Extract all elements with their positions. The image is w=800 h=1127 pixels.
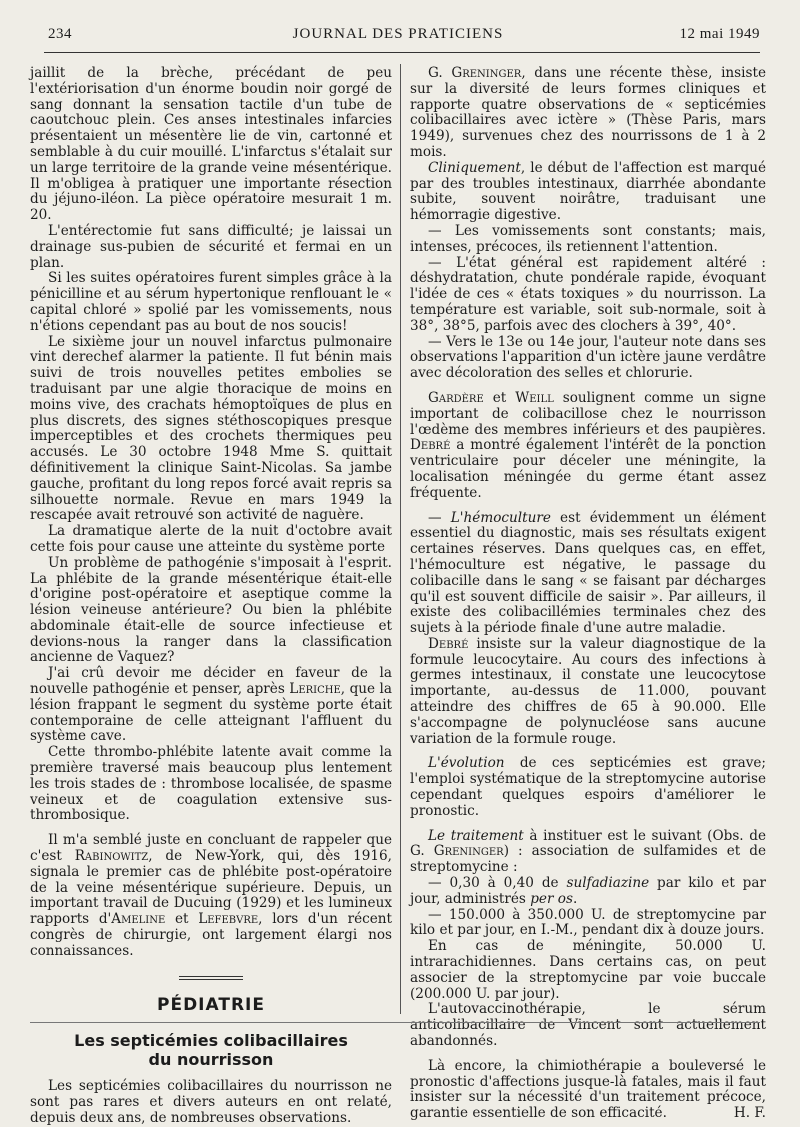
author-name: Weill: [515, 389, 554, 406]
paragraph: [410, 161, 766, 224]
text-run: .: [572, 890, 578, 907]
text-run: de ces septicémies est grave; l'emploi systématique de la streptomycine autorise cependant quelques espoirs d'améliorer le pronostic.: [410, 755, 766, 819]
paragraph: Cette thrombo-phlébite latente avait comme la première traversé mais beaucoup plus lentement les trois stades de : thrombose localisée, de spasme veineux et de coagulation extensive sus-thrombosique.: [30, 744, 392, 824]
paragraph: [410, 1059, 766, 1122]
author-name: Gardère: [428, 389, 484, 406]
author-name: G. Greninger: [410, 843, 504, 860]
right-column: [410, 66, 766, 1122]
author-name: G. Greninger: [428, 65, 522, 81]
paragraph: — 150.000 à 350.000 U. de streptomycine par kilo et par jour, en I.-M., pendant dix à douze jours.: [410, 906, 766, 939]
article-title-line: Les septicémies colibacillaires: [74, 1031, 348, 1051]
text-run: , de New-York, qui, dès 1916, signala le premier cas de phlébite post-opératoire de la veine mésentérique supérieure. Depuis, un important travail de Ducuing (1929) et les lumineux rapports d': [30, 848, 392, 928]
section-separator: [179, 976, 243, 980]
text-run: a montré également l'intérêt de la ponction ventriculaire pour déceler une méningite, la localisation méningée du germe étant assez fréquente.: [410, 437, 766, 501]
paragraph: L'autovaccinothérapie, le sérum anticolibacillaire de Vincent sont actuellement abandonnés.: [410, 1001, 766, 1050]
text-run: — 0,30 à 0,40 de: [428, 875, 567, 892]
issue-date: 12 mai 1949: [679, 26, 760, 42]
paragraph: [410, 829, 766, 876]
paragraph: [410, 756, 766, 819]
paragraph: [410, 876, 766, 908]
paragraph: [410, 637, 766, 748]
italic-label: L'hémoculture: [450, 509, 551, 526]
text-run: , que la lésion frappant le segment du système porte était contemporaine de celle atteignant l'affluent du système cave.: [30, 681, 392, 745]
italic-label: Le traitement: [428, 827, 524, 844]
paragraph: [30, 833, 392, 959]
italic-term: per os: [530, 890, 573, 907]
text-run: , dans une récente thèse, insiste sur la diversité de leurs formes cliniques et rapporte quatre observations de « septicémies colibacillaires avec ictère » (Thèse Paris, mars 1949), survenues chez des nourrissons de 1 à 2 mois.: [410, 65, 766, 160]
page-header: [36, 26, 760, 48]
paragraph: L'entérectomie fut sans difficulté; je laissai un drainage sus-pubien de sécurité et fermai en un plan.: [30, 222, 392, 271]
section-title: PÉDIATRIE: [157, 994, 265, 1015]
paragraph: Le sixième jour un nouvel infarctus pulmonaire vint derechef alarmer la patiente. Il fut bénin mais suivi de trois nouvelles petites embolies se traduisant par une algie thoracique de moins en moins vive, des crachats hémoptoïques de plus en plus discrets, des signes stéthoscopiques presque imperceptibles et des crochets thermiques peu accusés. Le 30 octobre 1948 Mme S. quittait définitivement la clinique Saint-Nicolas. Sa jambe gauche, profitant du long repos forcé avait repris sa silhouette normale. Revue en mars 1949 la rescapée avait retrouvé son activité de naguère.: [30, 333, 392, 524]
italic-label: Cliniquement: [428, 159, 521, 176]
author-name: Debré: [410, 437, 451, 454]
text-run: , lors d'un récent congrès de chirurgie, ont largement élargi nos connaissances.: [30, 911, 392, 959]
text-run: —: [428, 509, 451, 526]
journal-title: JOURNAL DES PRATICIENS: [292, 26, 504, 42]
text-run: par kilo et par jour, administrés: [410, 875, 766, 907]
text-run: et: [165, 911, 199, 928]
author-name: Lefebvre: [198, 911, 259, 928]
paragraph: Les septicémies colibacillaires du nourrisson ne sont pas rares et divers auteurs en ont relaté, depuis deux ans, de nombreuses observations.: [30, 1078, 392, 1127]
page-number: 234: [48, 26, 72, 42]
author-name: Leriche: [289, 681, 341, 698]
text-run: Là encore, la chimiothérapie a bouleversé le pronostic d'affections jusque-là fatales, mais il faut insister sur la nécessité d'un traitement précoce, garantie essentielle de son efficacité.: [410, 1057, 766, 1122]
paragraph: [30, 666, 392, 745]
column-divider: [400, 64, 401, 1014]
author-name: Debré: [428, 635, 469, 652]
text-run: , le début de l'affection est marqué par des troubles intestinaux, diarrhée abondante subite, souvent noirâtre, traduisant une hémorragie digestive.: [410, 159, 766, 224]
italic-label: L'évolution: [428, 755, 505, 772]
author-name: Ameline: [111, 911, 166, 928]
paragraph: — Les vomissements sont constants; mais, intenses, précoces, ils retiennent l'attention.: [410, 222, 766, 255]
paragraph: Si les suites opératoires furent simples grâce à la pénicilline et au sérum hypertonique renflouant le « capital chloré » spolié par les vomissements, nous n'étions cependant pas au bout de nos soucis!: [30, 270, 392, 334]
text-run: et: [483, 389, 516, 406]
text-run: ) : association de sulfamides et de streptomycine :: [410, 843, 766, 876]
text-run: soulignent comme un signe important de colibacillose chez le nourrisson l'œdème des membres inférieurs et des paupières.: [410, 389, 766, 438]
paragraph: [410, 511, 766, 637]
left-column: [30, 66, 392, 1127]
text-run: J'ai crû devoir me décider en faveur de la nouvelle pathogénie et penser, après: [30, 665, 392, 698]
text-run: insiste sur la valeur diagnostique de la formule leucocytaire. Au cours des infections à germes intestinaux, il constate une leucocytose importante, au-dessus de 11.000, pouvant atteindre des chiffres de 65 à 90.000. Elle s'accompagne de polynucléose sans aucune variation de la formule rouge.: [410, 635, 766, 747]
text-run: Il m'a semblé juste en concluant de rappeler que c'est: [30, 832, 392, 865]
paragraph: En cas de méningite, 50.000 U. intrarachidiennes. Dans certains cas, on peut associer de la streptomycine par voie buccale (200.000 U. par jour).: [410, 938, 766, 1002]
author-name: Rabinowitz: [74, 848, 149, 865]
paragraph: [410, 66, 766, 161]
article-title: [30, 1031, 392, 1069]
signature: H. F.: [733, 1105, 766, 1122]
paragraph: Un problème de pathogénie s'imposait à l'esprit. La phlébite de la grande mésentérique était-elle d'origine post-opératoire et aseptique comme la lésion veineuse antérieure? Ou bien la phlébite abdominale était-elle de source infectieuse et devions-nous la ranger dans la classification ancienne de Vaquez?: [30, 554, 392, 666]
paragraph: — L'état général est rapidement altéré : déshydratation, chute pondérale rapide, évoquant l'idée de ces « états toxiques » du nourrisson. La température est variable, soit sub-normale, soit à 38°, 38°5, parfois avec des clochers à 39°, 40°.: [410, 254, 766, 334]
header-rule: [44, 52, 760, 53]
paragraph: La dramatique alerte de la nuit d'octobre avait cette fois pour cause une atteinte du système porte: [30, 523, 392, 555]
paragraph: — Vers le 13e ou 14e jour, l'auteur note dans ses observations l'apparition d'un ictère jaune verdâtre avec décoloration des selles et chlorurie.: [410, 333, 766, 382]
article-title-line: du nourrisson: [148, 1050, 274, 1070]
paragraph: jaillit de la brèche, précédant de peu l'extériorisation d'un énorme boudin noir gorgé de sang donnant la sensation tactile d'un tube de caoutchouc plein. Ces anses intestinales infarcies présentaient un mésentère lie de vin, cartonné et semblable à du cuir mouillé. L'infarctus s'étalait sur un large territoire de la grande veine mésentérique. Il m'obligea à pratiquer une importante résection du jéjuno-iléon. La pièce opératoire mesurait 1 m. 20.: [30, 65, 392, 224]
italic-term: sulfadiazine: [566, 875, 650, 892]
paragraph: [410, 391, 766, 502]
text-run: à instituer est le suivant (Obs. de: [523, 827, 766, 844]
footer-rule: [30, 1022, 760, 1023]
text-run: est évidemment un élément essentiel du diagnostic, mais ses résultats exigent certaines réserves. Dans quelques cas, en effet, l'hémoculture est négative, le passage du colibacille dans le sang « se faisant par décharges qu'il est souvent difficile de saisir ». Par ailleurs, il existe des colibacillémies terminales chez des sujets à la période finale d'une autre maladie.: [410, 509, 766, 637]
